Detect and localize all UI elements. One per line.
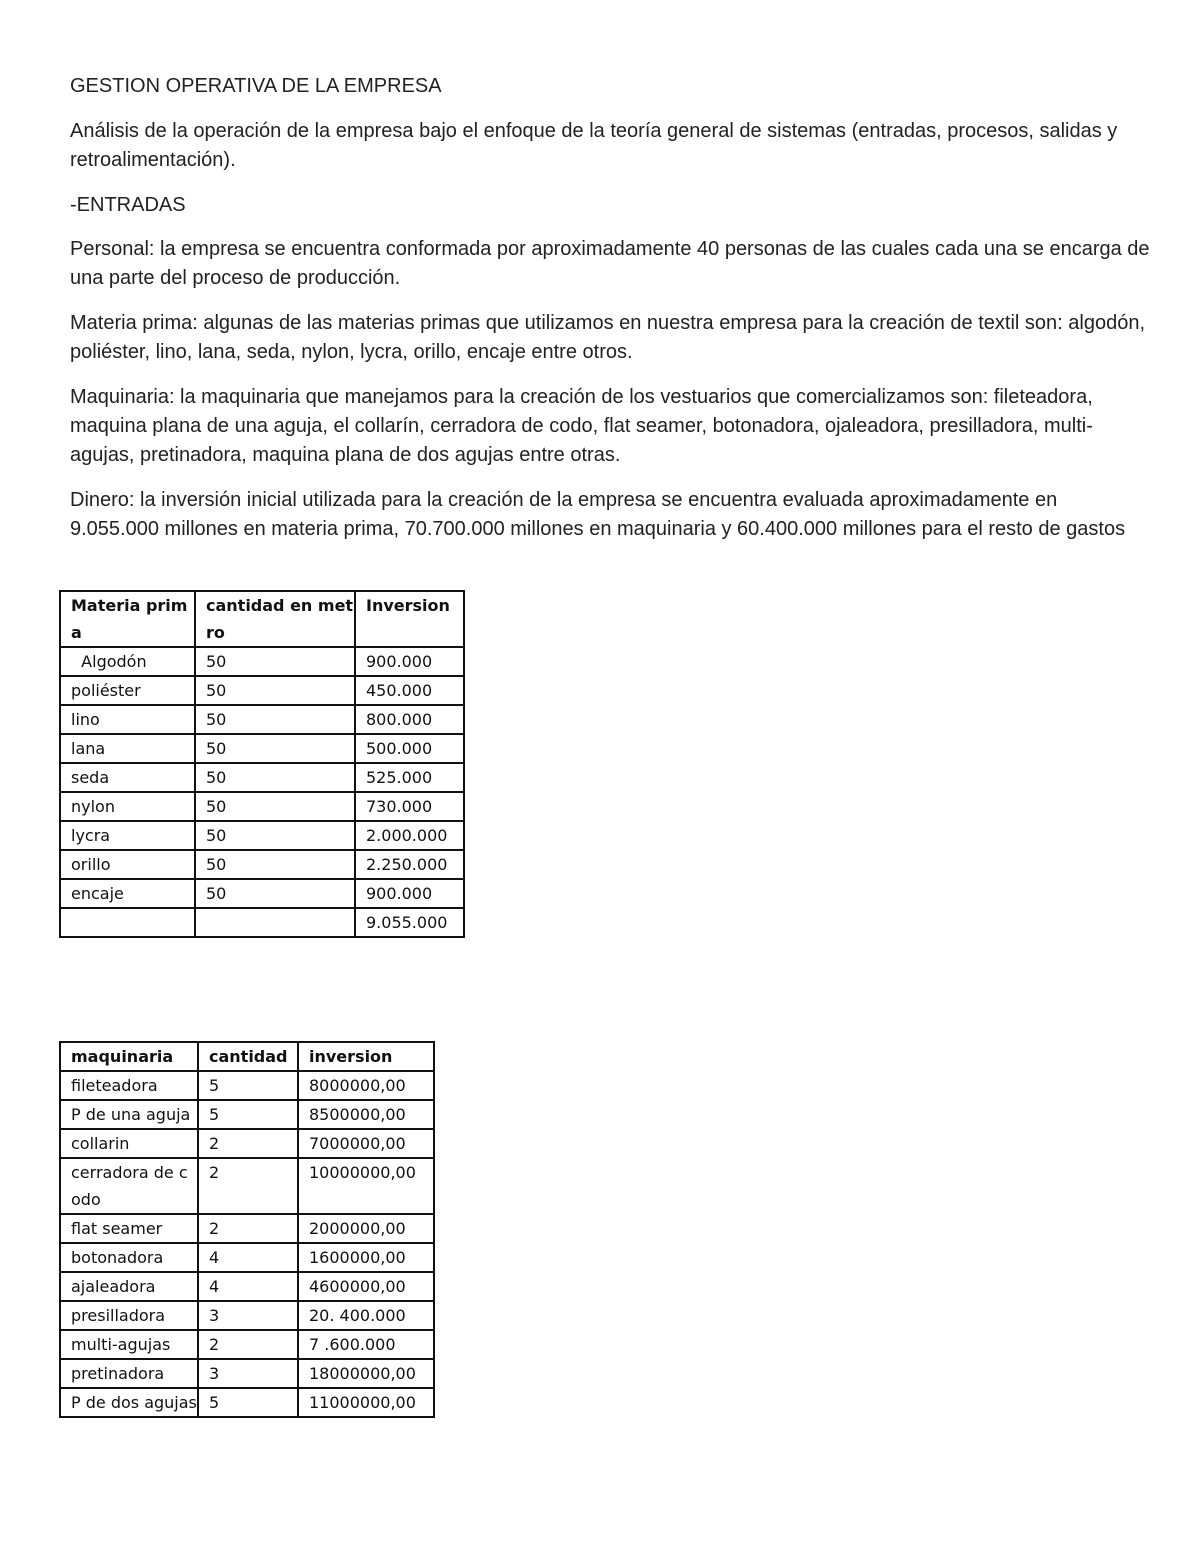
maquinaria-table-row — [60, 1272, 434, 1301]
maquinaria-table-cell: 2 — [198, 1330, 298, 1359]
materia-table-row — [60, 908, 464, 937]
materia-table-cell: 900.000 — [355, 879, 464, 908]
materia-table-cell: poliéster — [60, 676, 195, 705]
materia-prima-paragraph: Materia prima: algunas de las materias primas que utilizamos en nuestra empresa para la creación de textil son: algodón, poliéster, lino, lana, seda, nylon, lycra, orillo, encaje entre otros. — [70, 312, 1145, 363]
maquinaria-table-cell: 10000000,00 — [298, 1158, 434, 1214]
maquinaria-table-cell: 7 .600.000 — [298, 1330, 434, 1359]
materia-table-cell: 50 — [195, 821, 355, 850]
materia-table-cell: lycra — [60, 821, 195, 850]
materia-table-cell: 2.000.000 — [355, 821, 464, 850]
materia-table-header-row — [60, 591, 464, 647]
materia-prima-table — [59, 590, 465, 938]
maquinaria-table-cell: 18000000,00 — [298, 1359, 434, 1388]
materia-table-header-cell: Materia prima — [60, 591, 195, 647]
materia-table-row — [60, 763, 464, 792]
materia-table-cell: 800.000 — [355, 705, 464, 734]
materia-table-row — [60, 734, 464, 763]
maquinaria-table-header-cell: maquinaria — [60, 1042, 198, 1071]
materia-table-cell: 50 — [195, 792, 355, 821]
maquinaria-table-cell: 5 — [198, 1388, 298, 1417]
maquinaria-table-row — [60, 1100, 434, 1129]
materia-table-row — [60, 647, 464, 676]
maquinaria-table-row — [60, 1359, 434, 1388]
maquinaria-table-row — [60, 1388, 434, 1417]
maquinaria-table-row — [60, 1243, 434, 1272]
maquinaria-table-row — [60, 1301, 434, 1330]
maquinaria-table-cell: pretinadora — [60, 1359, 198, 1388]
materia-table-cell: 525.000 — [355, 763, 464, 792]
maquinaria-table-header-cell: inversion — [298, 1042, 434, 1071]
materia-table-row — [60, 676, 464, 705]
materia-table-cell: lino — [60, 705, 195, 734]
maquinaria-table-cell: ajaleadora — [60, 1272, 198, 1301]
maquinaria-table-cell: 7000000,00 — [298, 1129, 434, 1158]
maquinaria-table-cell: P de una aguja — [60, 1100, 198, 1129]
materia-table-cell: 50 — [195, 705, 355, 734]
maquinaria-table-cell: 3 — [198, 1301, 298, 1330]
materia-table-cell: 50 — [195, 676, 355, 705]
maquinaria-table-row — [60, 1214, 434, 1243]
materia-table-cell: orillo — [60, 850, 195, 879]
materia-table-cell: 50 — [195, 647, 355, 676]
materia-table-cell: encaje — [60, 879, 195, 908]
materia-table-cell: 2.250.000 — [355, 850, 464, 879]
maquinaria-table-cell: 2000000,00 — [298, 1214, 434, 1243]
maquinaria-table-cell: 4 — [198, 1272, 298, 1301]
maquinaria-table-row — [60, 1330, 434, 1359]
materia-table-header-cell: cantidad en metro — [195, 591, 355, 647]
maquinaria-table-cell: P de dos agujas — [60, 1388, 198, 1417]
materia-table-cell: 450.000 — [355, 676, 464, 705]
maquinaria-table-cell: presilladora — [60, 1301, 198, 1330]
materia-table-row — [60, 821, 464, 850]
materia-table-cell: 50 — [195, 734, 355, 763]
maquinaria-paragraph: Maquinaria: la maquinaria que manejamos para la creación de los vestuarios que comercializamos son: fileteadora, maquina plana de una aguja, el collarín, cerradora de codo, flat seamer, botonadora, ojaleadora, presilladora, multi-agujas, pretinadora, maquina plana de dos agujas entre otras. — [70, 386, 1093, 466]
maquinaria-table-row — [60, 1071, 434, 1100]
materia-table-cell: seda — [60, 763, 195, 792]
maquinaria-table-cell: 11000000,00 — [298, 1388, 434, 1417]
materia-table-cell: 500.000 — [355, 734, 464, 763]
materia-table-cell: 50 — [195, 879, 355, 908]
maquinaria-table — [59, 1041, 435, 1418]
maquinaria-table-cell: 2 — [198, 1214, 298, 1243]
materia-table-row — [60, 705, 464, 734]
materia-table-cell: 50 — [195, 763, 355, 792]
maquinaria-table-cell: collarin — [60, 1129, 198, 1158]
maquinaria-table-cell: 5 — [198, 1100, 298, 1129]
materia-table-cell: 900.000 — [355, 647, 464, 676]
personal-paragraph: Personal: la empresa se encuentra conformada por aproximadamente 40 personas de las cuales cada una se encarga de una parte del proceso de producción. — [70, 238, 1150, 289]
maquinaria-table-cell: botonadora — [60, 1243, 198, 1272]
materia-table-cell: lana — [60, 734, 195, 763]
maquinaria-table-cell: 5 — [198, 1071, 298, 1100]
materia-table-header-cell: Inversion — [355, 591, 464, 647]
maquinaria-table-cell: 4600000,00 — [298, 1272, 434, 1301]
materia-table-cell: 50 — [195, 850, 355, 879]
materia-table-cell: 730.000 — [355, 792, 464, 821]
materia-table-row — [60, 792, 464, 821]
intro-paragraph: Análisis de la operación de la empresa bajo el enfoque de la teoría general de sistemas (entradas, procesos, salidas y retroalimentación). — [70, 120, 1118, 171]
maquinaria-table-cell: flat seamer — [60, 1214, 198, 1243]
maquinaria-table-cell: fileteadora — [60, 1071, 198, 1100]
dinero-paragraph: Dinero: la inversión inicial utilizada para la creación de la empresa se encuentra evaluada aproximadamente en 9.055.000 millones en materia prima, 70.700.000 millones en maquinaria y 60.400.000 millones para el resto de gastos — [70, 489, 1126, 540]
materia-table-cell: 9.055.000 — [355, 908, 464, 937]
maquinaria-table-cell: 1600000,00 — [298, 1243, 434, 1272]
materia-table-cell — [195, 908, 355, 937]
materia-table-cell: nylon — [60, 792, 195, 821]
maquinaria-table-cell: 8500000,00 — [298, 1100, 434, 1129]
maquinaria-table-cell: 8000000,00 — [298, 1071, 434, 1100]
maquinaria-table-cell: multi-agujas — [60, 1330, 198, 1359]
materia-table-cell — [60, 908, 195, 937]
materia-table-cell: Algodón — [60, 647, 195, 676]
maquinaria-table-row — [60, 1129, 434, 1158]
maquinaria-table-cell: cerradora de codo — [60, 1158, 198, 1214]
maquinaria-table-cell: 2 — [198, 1129, 298, 1158]
section-heading-entradas: -ENTRADAS — [70, 194, 186, 216]
maquinaria-table-cell: 4 — [198, 1243, 298, 1272]
document-title: GESTION OPERATIVA DE LA EMPRESA — [70, 75, 442, 97]
maquinaria-table-cell: 20. 400.000 — [298, 1301, 434, 1330]
maquinaria-table-cell: 2 — [198, 1158, 298, 1214]
materia-table-row — [60, 879, 464, 908]
maquinaria-table-row — [60, 1158, 434, 1214]
maquinaria-table-cell: 3 — [198, 1359, 298, 1388]
maquinaria-table-header-cell: cantidad — [198, 1042, 298, 1071]
maquinaria-table-header-row — [60, 1042, 434, 1071]
materia-table-row — [60, 850, 464, 879]
